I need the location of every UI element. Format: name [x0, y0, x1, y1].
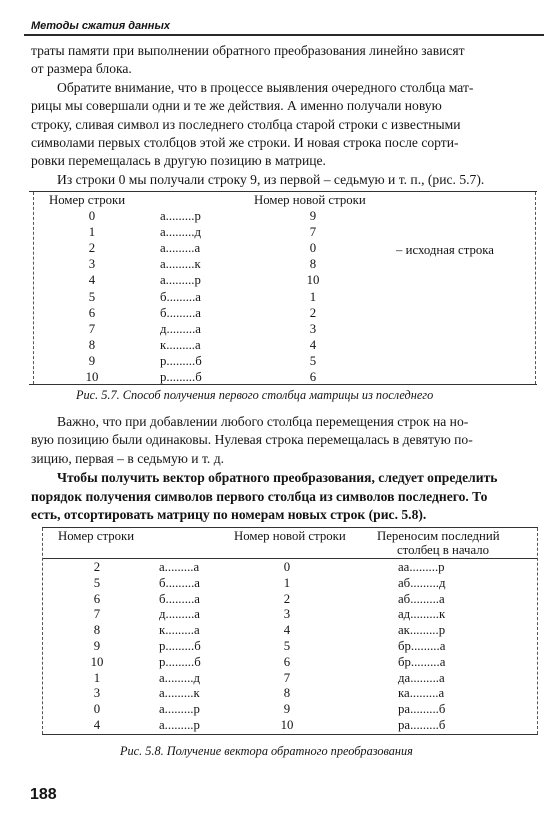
table2-cell: 6 — [283, 654, 291, 669]
text-line: Из строки 0 мы получали строку 9, из первой – седьмую и т. п., (рис. 5.7). — [57, 171, 485, 187]
table2-cell: 9 — [283, 702, 291, 717]
text-line: ровки перемещалась в другую позицию в матрице. — [31, 153, 326, 169]
table1-cell: д.........а — [160, 321, 201, 336]
table1-cell: 2 — [88, 241, 96, 256]
table2-header-new-row-number: Номер новой строки — [234, 529, 346, 543]
table2-cell: 1 — [283, 575, 291, 590]
table2-top-rule — [42, 527, 538, 528]
table2-header-rule — [42, 558, 538, 559]
table2-cell: д.........а — [159, 607, 200, 622]
figure-caption-5-7: Рис. 5.7. Способ получения первого столбца матрицы из последнего — [76, 388, 434, 402]
table2-cell: а.........а — [159, 560, 200, 574]
table2-cell: а.........р — [159, 718, 200, 732]
text-line: Важно, что при добавлении любого столбца перемещения строк на но- — [57, 414, 469, 429]
table1-cell: 6 — [309, 370, 317, 384]
table1-cell: 0 — [309, 241, 317, 256]
table1-top-rule — [29, 191, 537, 192]
table1-header-row-number: Номер строки — [49, 193, 126, 207]
text-line: порядок получения символов первого столбца из символов последнего. То — [31, 488, 488, 504]
table2-cell: 8 — [93, 623, 101, 638]
table1-cell: 4 — [309, 337, 317, 352]
table1-right-border — [535, 192, 536, 384]
figure-caption-5-8: Рис. 5.8. Получение вектора обратного преобразования — [120, 744, 413, 758]
table1-header-new-row-number: Номер новой строки — [254, 193, 366, 207]
table1-cell: 3 — [88, 257, 96, 272]
running-header: Методы сжатия данных — [31, 20, 170, 32]
table1-cell: б.........а — [160, 305, 201, 320]
text-block-middle — [31, 413, 533, 524]
text-line: траты памяти при выполнении обратного преобразования линейно зависят — [31, 43, 465, 58]
table2-cell: 3 — [283, 607, 291, 622]
table2-cell: аб.........а — [398, 591, 445, 606]
table1-cell: 3 — [309, 321, 317, 336]
table1-cell: а.........к — [160, 257, 201, 272]
table2-cell: р.........б — [159, 639, 201, 653]
table2-bottom-rule — [42, 734, 538, 735]
table2-cell: 3 — [93, 686, 101, 701]
table2-cell: ад.........к — [398, 607, 446, 622]
table2-cell: бр.........а — [398, 639, 446, 653]
table1-cell: р.........б — [160, 370, 202, 384]
table1-cell: 10 — [306, 273, 320, 288]
text-line: вую позицию были одинаковы. Нулевая строка перемещалась в девятую по- — [31, 432, 473, 448]
table2-cell: б.........а — [159, 591, 200, 606]
table2-cell: 0 — [93, 702, 101, 717]
table1-cell: 5 — [88, 289, 96, 304]
page-number: 188 — [30, 786, 57, 803]
table2-cell: 6 — [93, 591, 101, 606]
table1-cell: 9 — [309, 209, 317, 223]
table2-header-row-number: Номер строки — [58, 529, 135, 543]
header-rule — [24, 34, 544, 36]
table2-cell: 2 — [283, 591, 291, 606]
table2-cell: 10 — [90, 654, 104, 669]
table2-cell: 9 — [93, 639, 101, 653]
table1-cell: а.........д — [160, 225, 201, 240]
table1-cell: 9 — [88, 353, 96, 368]
text-line: Чтобы получить вектор обратного преобразования, следует определить — [57, 470, 498, 486]
table1-cell: р.........б — [160, 353, 202, 368]
table2-header-move-column: Переносим последний — [377, 529, 500, 543]
table2-cell: к.........а — [159, 623, 200, 638]
table1-cell: а.........р — [160, 209, 201, 223]
table1-cell: к.........а — [160, 337, 201, 352]
table2-cell: да.........а — [398, 670, 445, 685]
table2-cell: 1 — [93, 670, 101, 685]
table1-cell: 6 — [88, 305, 96, 320]
table1-cell: 4 — [88, 273, 96, 288]
table2-cell: ра.........б — [398, 702, 446, 717]
text-line: зицию, первая – в седьмую и т. д. — [31, 450, 225, 466]
table1-cell: 1 — [88, 225, 96, 240]
text-line: есть, отсортировать матрицу по номерам новых строк (рис. 5.8). — [31, 507, 427, 523]
table2-cell: 7 — [93, 607, 101, 622]
table2-cell: р.........б — [159, 654, 201, 669]
table2-header-move-column-2: столбец в начало — [397, 543, 490, 557]
table2-right-border — [537, 528, 538, 734]
table2-cell: 10 — [280, 718, 294, 732]
table2-cell: 2 — [93, 560, 101, 574]
table2-cell: а.........д — [159, 670, 200, 685]
table2-cell: аб.........д — [398, 575, 446, 590]
table2-cell: ак.........р — [398, 623, 446, 638]
table2-cell: аа.........р — [398, 560, 445, 574]
table2-cell: ра.........б — [398, 718, 446, 732]
table1-cell: а.........р — [160, 273, 201, 288]
table1-cell: 5 — [309, 353, 317, 368]
table1-cell: 7 — [88, 321, 96, 336]
table2-left-border — [42, 528, 43, 734]
table1-cell: 2 — [309, 305, 317, 320]
table1-cell: 8 — [309, 257, 317, 272]
text-block-top — [31, 42, 533, 189]
table2-cell: 8 — [283, 686, 291, 701]
table1-cell: 8 — [88, 337, 96, 352]
table2-cell: 5 — [283, 639, 291, 653]
table1-cell: 1 — [309, 289, 317, 304]
table2-cell: а.........р — [159, 702, 200, 717]
table2-cell: ка.........а — [398, 686, 445, 701]
table2-cell: б.........а — [159, 575, 200, 590]
table2-cell: 5 — [93, 575, 101, 590]
table2-cell: а.........к — [159, 686, 200, 701]
table2-cell: 0 — [283, 560, 291, 574]
table1-left-border — [33, 192, 34, 384]
text-line: Обратите внимание, что в процессе выявления очередного столбца мат- — [57, 79, 474, 95]
text-line: от размера блока. — [31, 61, 132, 77]
text-line: символами первых столбцов этой же строки. И новая строка после сорти- — [31, 135, 459, 151]
table2-cell: 7 — [283, 670, 291, 685]
text-line: рицы мы совершали одни и те же действия. А именно получали новую — [31, 98, 442, 114]
table1-cell: 10 — [85, 370, 99, 384]
table2-cell: 4 — [93, 718, 101, 732]
table2-cell: бр.........а — [398, 654, 446, 669]
table1-cell: б.........а — [160, 289, 201, 304]
text-line: строку, сливая символ из последнего столбца старой строки с известными — [31, 116, 461, 132]
table1-cell: а.........а — [160, 241, 201, 256]
table2-cell: 4 — [283, 623, 291, 638]
table1-cell: 0 — [88, 209, 96, 223]
table1-note: – исходная строка — [396, 243, 494, 257]
table1-cell: 7 — [309, 225, 317, 240]
